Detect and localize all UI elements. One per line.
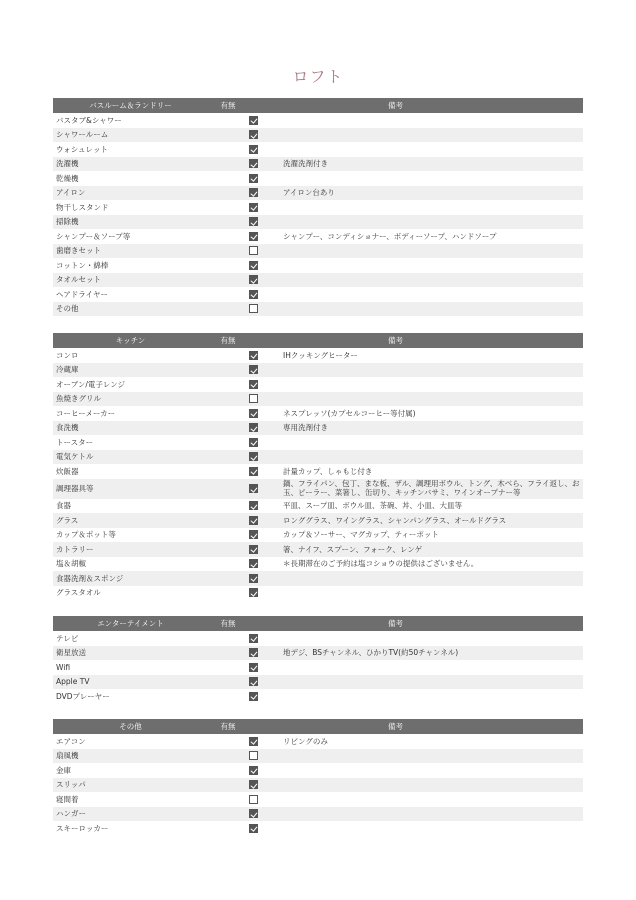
- table-row: [53, 557, 583, 572]
- section-other: [53, 719, 583, 836]
- section-bathroom: [53, 98, 583, 316]
- amenity-name: 食器: [56, 501, 71, 511]
- checkbox-checked-icon[interactable]: [249, 290, 258, 299]
- checkbox-checked-icon[interactable]: [249, 203, 258, 212]
- availability-cell: [223, 145, 283, 154]
- amenity-note: 洗濯洗剤付き: [283, 159, 328, 169]
- table-row: [53, 571, 583, 586]
- checkbox-checked-icon[interactable]: [249, 824, 258, 833]
- availability-cell: [223, 737, 283, 746]
- table-row: [53, 244, 583, 259]
- amenity-name: 金庫: [56, 765, 71, 775]
- availability-cell: [223, 246, 283, 255]
- table-row: [53, 734, 583, 749]
- availability-cell: [223, 452, 283, 461]
- checkbox-checked-icon[interactable]: [249, 574, 258, 583]
- table-row: [53, 113, 583, 128]
- header-status: 有無: [220, 101, 236, 110]
- checkbox-checked-icon[interactable]: [249, 634, 258, 643]
- table-row: [53, 792, 583, 807]
- checkbox-checked-icon[interactable]: [249, 438, 258, 447]
- table-row: [53, 660, 583, 675]
- table-row: [53, 631, 583, 646]
- availability-cell: [223, 516, 283, 525]
- availability-cell: [223, 824, 283, 833]
- availability-cell: [223, 351, 283, 360]
- checkbox-checked-icon[interactable]: [249, 501, 258, 510]
- amenity-name: トースター: [56, 437, 94, 447]
- amenity-note: 鍋、フライパン、包丁、まな板、ザル、調理用ボウル、トング、木べら、フライ返し、お玉、ピーラー、菜箸し、缶切り、キッチンバサミ、ワインオープナー等: [283, 479, 580, 497]
- table-row: [53, 821, 583, 836]
- availability-cell: [223, 188, 283, 197]
- availability-cell: [223, 275, 283, 284]
- availability-cell: [223, 217, 283, 226]
- amenity-name: コーヒーメーカー: [56, 408, 116, 418]
- checkbox-checked-icon[interactable]: [249, 545, 258, 554]
- section-header: [53, 719, 583, 734]
- checkbox-checked-icon[interactable]: [249, 452, 258, 461]
- table-row: [53, 128, 583, 143]
- section-rows: [53, 734, 583, 836]
- checkbox-checked-icon[interactable]: [249, 261, 258, 270]
- checkbox-checked-icon[interactable]: [249, 588, 258, 597]
- amenity-note: リビングのみ: [283, 736, 328, 746]
- amenity-name: 洗濯機: [56, 159, 79, 169]
- section-header: [53, 616, 583, 631]
- availability-cell: [223, 394, 283, 403]
- checkbox-checked-icon[interactable]: [249, 174, 258, 183]
- availability-cell: [223, 116, 283, 125]
- checkbox-checked-icon[interactable]: [249, 159, 258, 168]
- amenity-name: その他: [56, 304, 79, 314]
- amenity-name: シャンプー＆ソープ等: [56, 231, 131, 241]
- checkbox-checked-icon[interactable]: [249, 217, 258, 226]
- amenity-note: ロンググラス、ワイングラス、シャンパングラス、オールドグラス: [283, 515, 507, 525]
- amenity-name: Apple TV: [56, 677, 90, 687]
- page-title: ロフト: [292, 67, 344, 86]
- amenity-name: カップ＆ポット等: [56, 530, 116, 540]
- availability-cell: [223, 766, 283, 775]
- availability-cell: [223, 751, 283, 760]
- availability-cell: [223, 203, 283, 212]
- amenity-note: IHクッキングヒーター: [283, 350, 358, 360]
- amenity-name: 乾燥機: [56, 173, 79, 183]
- availability-cell: [223, 677, 283, 686]
- checkbox-checked-icon[interactable]: [249, 467, 258, 476]
- amenity-name: スリッパ: [56, 780, 86, 790]
- amenity-name: バスタブ&シャワー: [56, 115, 122, 125]
- amenity-note: ＊長期滞在のご予約は塩コショウの提供はございません。: [283, 559, 479, 569]
- table-row: [53, 499, 583, 514]
- header-category: バスルーム＆ランドリー: [89, 101, 172, 110]
- amenity-note: ネスプレッソ(カプセルコーヒー等付属): [283, 408, 416, 418]
- amenity-note: 平皿、スープ皿、ボウル皿、茶碗、丼、小皿、大皿等: [283, 501, 463, 511]
- table-row: [53, 513, 583, 528]
- amenity-name: コンロ: [56, 350, 79, 360]
- availability-cell: [223, 290, 283, 299]
- table-row: [53, 302, 583, 317]
- checkbox-checked-icon[interactable]: [249, 780, 258, 789]
- header-notes: 備考: [388, 722, 403, 731]
- amenity-name: アイロン: [56, 188, 86, 198]
- section-rows: [53, 631, 583, 704]
- availability-cell: [223, 809, 283, 818]
- amenity-name: Wifi: [56, 662, 71, 672]
- header-status: 有無: [220, 336, 236, 345]
- table-row: [53, 778, 583, 793]
- checkbox-checked-icon[interactable]: [249, 188, 258, 197]
- checkbox-empty-icon[interactable]: [249, 751, 258, 760]
- table-row: [53, 157, 583, 172]
- header-category: キッチン: [115, 336, 146, 345]
- checkbox-checked-icon[interactable]: [249, 530, 258, 539]
- availability-cell: [223, 174, 283, 183]
- header-status: 有無: [220, 722, 236, 731]
- section-entertainment: [53, 616, 583, 704]
- availability-cell: [223, 559, 283, 568]
- header-category: エンターテイメント: [97, 619, 164, 628]
- checkbox-checked-icon[interactable]: [249, 559, 258, 568]
- availability-cell: [223, 261, 283, 270]
- checkbox-checked-icon[interactable]: [249, 766, 258, 775]
- table-row: [53, 807, 583, 822]
- checkbox-checked-icon[interactable]: [249, 737, 258, 746]
- availability-cell: [223, 634, 283, 643]
- table-row: [53, 392, 583, 407]
- availability-cell: [223, 588, 283, 597]
- amenity-name: 塩＆胡椒: [56, 559, 86, 569]
- table-row: [53, 406, 583, 421]
- availability-cell: [223, 663, 283, 672]
- table-row: [53, 186, 583, 201]
- amenity-name: 冷蔵庫: [56, 365, 79, 375]
- amenity-name: 衛星放送: [56, 648, 86, 658]
- checkbox-empty-icon[interactable]: [249, 394, 258, 403]
- amenity-name: 物干しスタンド: [56, 202, 109, 212]
- amenity-name: 電気ケトル: [56, 452, 94, 462]
- table-row: [53, 542, 583, 557]
- amenity-note: カップ＆ソーサー、マグカップ、ティーポット: [283, 530, 439, 540]
- availability-cell: [223, 574, 283, 583]
- availability-cell: [223, 484, 283, 493]
- amenity-name: ヘアドライヤー: [56, 289, 109, 299]
- amenity-name: DVDプレーヤー: [56, 691, 110, 701]
- amenity-note: 計量カップ、しゃもじ付き: [283, 466, 373, 476]
- availability-cell: [223, 130, 283, 139]
- table-row: [53, 586, 583, 601]
- amenity-name: オーブン/電子レンジ: [56, 379, 125, 389]
- checkbox-checked-icon[interactable]: [249, 809, 258, 818]
- amenity-name: スキーロッカー: [56, 823, 109, 833]
- table-row: [53, 258, 583, 273]
- amenity-name: 食洗機: [56, 423, 79, 433]
- checkbox-empty-icon[interactable]: [249, 246, 258, 255]
- amenity-name: 調理器具等: [56, 484, 94, 493]
- checkbox-checked-icon[interactable]: [249, 351, 258, 360]
- amenity-name: 食器洗剤＆スポンジ: [56, 573, 124, 583]
- checkbox-checked-icon[interactable]: [249, 516, 258, 525]
- availability-cell: [223, 648, 283, 657]
- amenity-note: 地デジ、BSチャンネル、ひかりTV(約50チャンネル): [283, 648, 459, 658]
- amenity-name: 掃除機: [56, 217, 79, 227]
- amenity-name: 扇風機: [56, 751, 79, 761]
- checkbox-empty-icon[interactable]: [249, 304, 258, 313]
- availability-cell: [223, 304, 283, 313]
- checkbox-checked-icon[interactable]: [249, 275, 258, 284]
- header-notes: 備考: [388, 336, 403, 345]
- amenity-note: シャンプー、コンディショナー、ボディーソープ、ハンドソープ: [283, 231, 497, 241]
- availability-cell: [223, 409, 283, 418]
- amenity-name: コットン・綿棒: [56, 260, 109, 270]
- availability-cell: [223, 530, 283, 539]
- table-row: [53, 229, 583, 244]
- availability-cell: [223, 232, 283, 241]
- header-notes: 備考: [388, 619, 403, 628]
- checkbox-checked-icon[interactable]: [249, 409, 258, 418]
- section-rows: [53, 348, 583, 600]
- amenity-name: グラスタオル: [56, 588, 101, 598]
- table-row: [53, 528, 583, 543]
- checkbox-checked-icon[interactable]: [249, 130, 258, 139]
- availability-cell: [223, 780, 283, 789]
- availability-cell: [223, 159, 283, 168]
- availability-cell: [223, 365, 283, 374]
- availability-cell: [223, 795, 283, 804]
- availability-cell: [223, 438, 283, 447]
- checkbox-checked-icon[interactable]: [249, 648, 258, 657]
- amenity-note: 箸、ナイフ、スプーン、フォーク、レンゲ: [283, 544, 423, 554]
- table-row: [53, 377, 583, 392]
- availability-cell: [223, 423, 283, 432]
- amenity-name: ハンガー: [56, 809, 86, 819]
- header-category: その他: [119, 722, 142, 731]
- table-row: [53, 215, 583, 230]
- table-row: [53, 421, 583, 436]
- amenity-name: 寝間着: [56, 794, 79, 804]
- header-notes: 備考: [388, 101, 403, 110]
- table-row: [53, 348, 583, 363]
- availability-cell: [223, 545, 283, 554]
- section-kitchen: [53, 333, 583, 600]
- table-row: [53, 142, 583, 157]
- checkbox-checked-icon[interactable]: [249, 677, 258, 686]
- checkbox-checked-icon[interactable]: [249, 663, 258, 672]
- checkbox-checked-icon[interactable]: [249, 692, 258, 701]
- checkbox-checked-icon[interactable]: [249, 423, 258, 432]
- table-row: [53, 435, 583, 450]
- amenity-name: タオルセット: [56, 275, 101, 285]
- table-row: [53, 450, 583, 465]
- table-row: [53, 273, 583, 288]
- table-row: [53, 464, 583, 479]
- amenity-note: アイロン台あり: [283, 188, 335, 198]
- checkbox-checked-icon[interactable]: [249, 145, 258, 154]
- amenity-note: 専用洗剤付き: [283, 423, 328, 433]
- checkbox-checked-icon[interactable]: [249, 380, 258, 389]
- table-row: [53, 689, 583, 704]
- table-row: [53, 646, 583, 661]
- section-rows: [53, 113, 583, 316]
- amenity-name: 炊飯器: [56, 466, 79, 476]
- table-row: [53, 479, 583, 499]
- table-row: [53, 363, 583, 378]
- availability-cell: [223, 501, 283, 510]
- amenity-name: グラス: [56, 515, 79, 525]
- header-status: 有無: [220, 619, 236, 628]
- table-row: [53, 287, 583, 302]
- amenity-name: エアコン: [56, 736, 86, 746]
- availability-cell: [223, 380, 283, 389]
- checkbox-checked-icon[interactable]: [249, 365, 258, 374]
- amenity-name: 歯磨きセット: [56, 246, 101, 256]
- table-row: [53, 171, 583, 186]
- table-row: [53, 200, 583, 215]
- table-row: [53, 763, 583, 778]
- checkbox-checked-icon[interactable]: [249, 116, 258, 125]
- table-row: [53, 675, 583, 690]
- section-header: [53, 98, 583, 113]
- checkbox-checked-icon[interactable]: [249, 484, 258, 493]
- amenity-name: シャワールーム: [56, 130, 109, 140]
- section-header: [53, 333, 583, 348]
- amenity-name: 魚焼きグリル: [56, 394, 101, 404]
- amenity-name: ウォシュレット: [56, 144, 108, 154]
- amenity-name: テレビ: [56, 633, 79, 643]
- table-row: [53, 749, 583, 764]
- checkbox-empty-icon[interactable]: [249, 795, 258, 804]
- amenity-name: カトラリー: [56, 544, 94, 554]
- availability-cell: [223, 692, 283, 701]
- availability-cell: [223, 467, 283, 476]
- checkbox-checked-icon[interactable]: [249, 232, 258, 241]
